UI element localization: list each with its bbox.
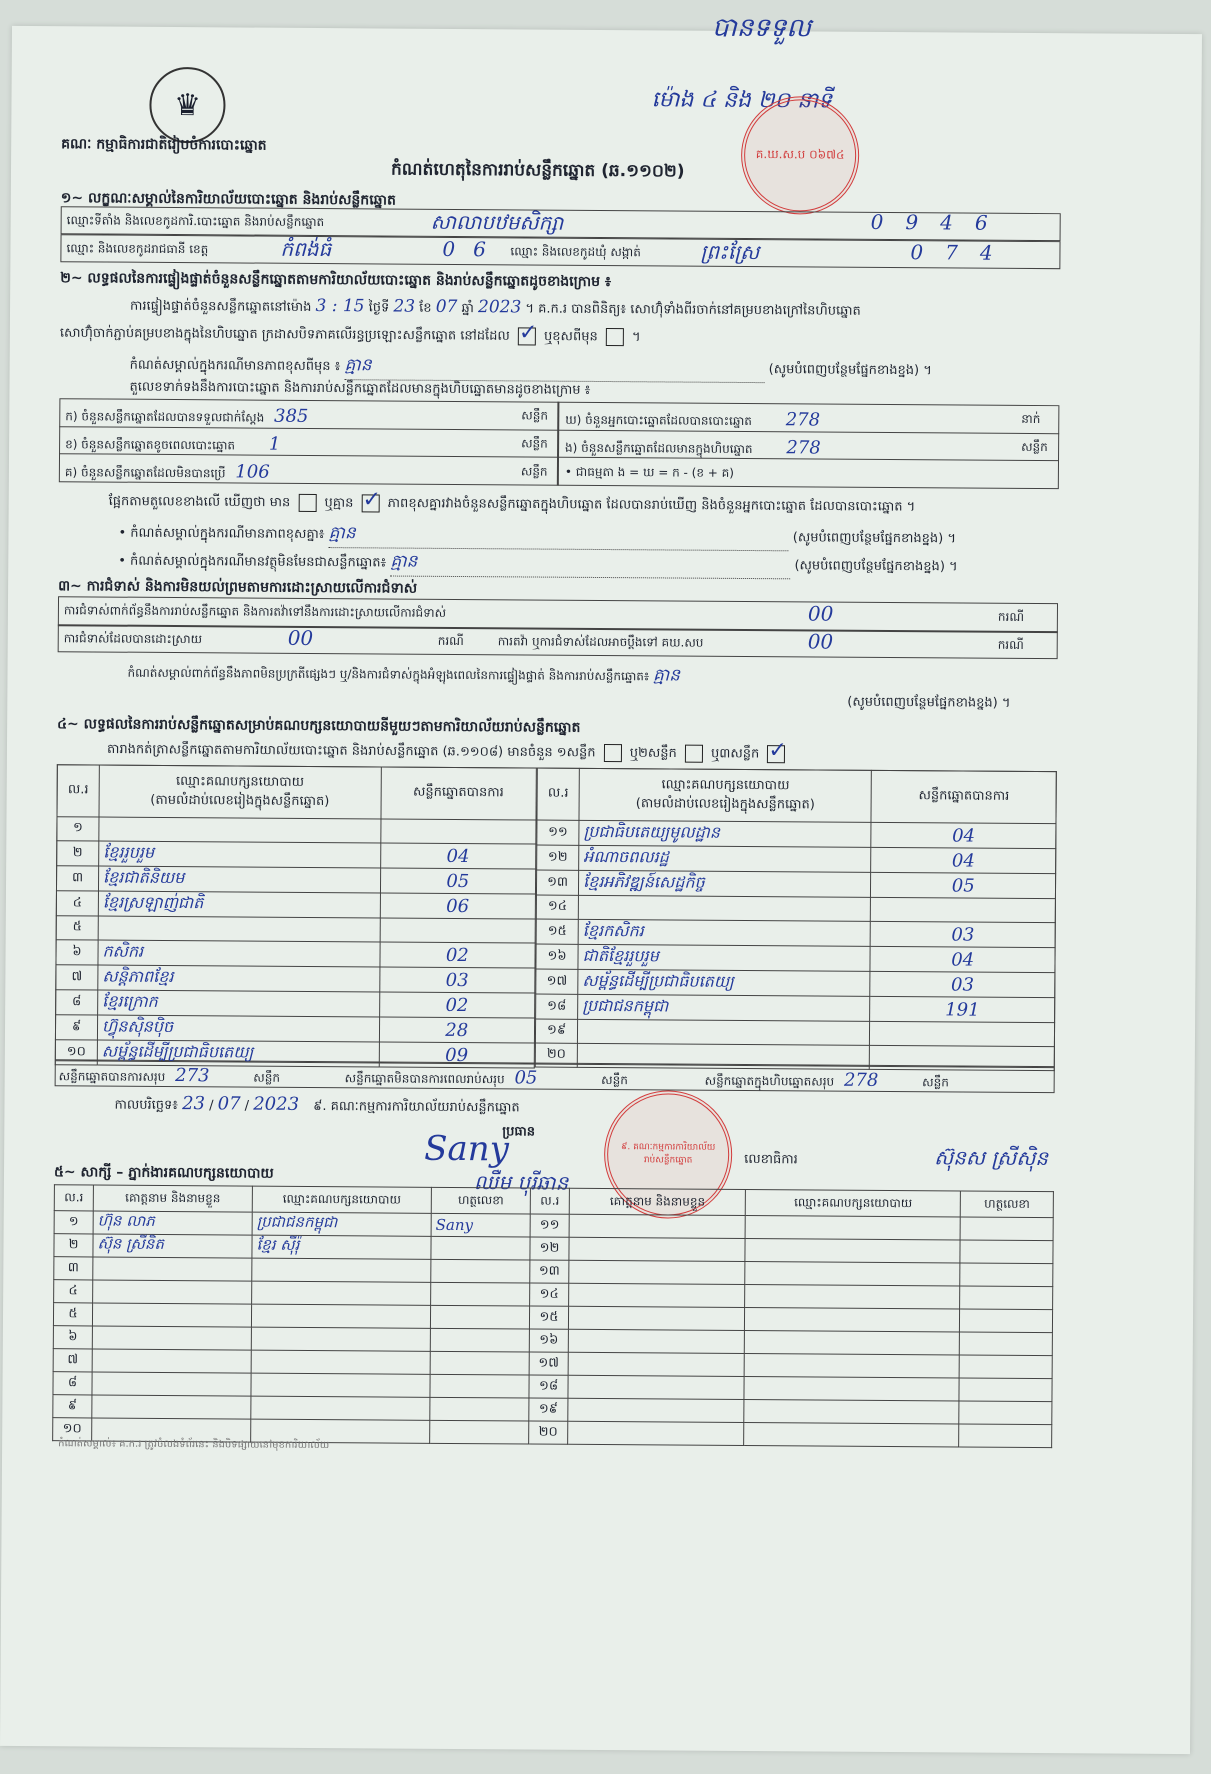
party-row-votes: 02 <box>379 992 535 1018</box>
s4-right-rows <box>535 768 1057 1072</box>
witness-no: ១៨ <box>529 1375 568 1398</box>
party-row-no: ១៣ <box>536 870 578 895</box>
witness-signature <box>430 1374 529 1398</box>
party-row <box>56 916 535 943</box>
s3-r2b-unit: ករណី <box>997 637 1024 652</box>
s1-row2-label: ឈ្មោះ និងលេខកូដរាជធានី ខេត្ត <box>66 241 209 257</box>
s3-r2-label: ការជំទាស់ដែលបានដោះស្រាយ <box>63 631 203 647</box>
s4-line: តារាងកត់ត្រាសន្លឹកឆ្នោតតាមការិយាល័យបោះឆ្នោត និងរាប់សន្លឹកឆ្នោត (ឆ.១១០៨) មានចំនួន ១សន្លឹក ឬ២សន្លឹក ឬ៣សន្លឹក ✓ <box>107 741 790 765</box>
party-row-no: ៦ <box>56 940 98 965</box>
party-row-name <box>99 817 381 843</box>
party-row-name: ខ្មែរស្រឡាញ់ជាតិ <box>98 891 380 918</box>
party-row-name: ប្រជាជនកម្ពុជា <box>578 994 870 1021</box>
witness-signature <box>430 1351 529 1375</box>
received-note-1: បានទទួល <box>711 12 812 44</box>
party-row-no: ៥ <box>56 916 98 940</box>
same-checkbox[interactable] <box>518 327 536 345</box>
witness-signature <box>431 1259 530 1283</box>
s3-hint: (សូមបំពេញបន្ថែមផ្នែកខាងខ្នង) ។ <box>847 694 1011 711</box>
red-stamp-top: គ.ឃ.ស.ប ០៦៧៤ <box>741 96 860 215</box>
s2-item-b: ខ) ចំនួនសន្លឹកឆ្នោតខូចពេលបោះឆ្នោត 1 សន្លឹក <box>65 433 548 455</box>
s1-row1-value: សាលាបឋមសិក្សា <box>430 209 564 235</box>
s2-item-d: ឃ) ចំនួនអ្នកបោះឆ្នោតដែលបានបោះឆ្នោត 278 នាក់ <box>565 409 1041 431</box>
secretary-label: លេខាធិការ <box>744 1152 798 1168</box>
party-row <box>56 866 535 894</box>
witness-signature <box>960 1217 1053 1241</box>
s3-r1-label: ការជំទាស់ពាក់ព័ន្ធនឹងការរាប់សន្លឹកឆ្នោត និងការតវ៉ាទៅនឹងការដោះស្រាយលើការជំទាស់ <box>63 603 447 620</box>
witness-no: ៧ <box>53 1349 92 1372</box>
witness-no: ១៧ <box>529 1352 568 1375</box>
section4-heading: ៤~ លទ្ធផលនៃការរាប់សន្លឹកឆ្នោតសម្រាប់គណបក្សនយោបាយនីមួយៗតាមការិយាល័យរាប់សន្លឹកឆ្នោត <box>57 716 581 736</box>
party-row-name: ហ៊្វុនស៊ិនប៉ិច <box>97 1015 379 1042</box>
witness-party <box>251 1327 430 1351</box>
party-row <box>537 820 1056 849</box>
witness-party <box>745 1239 960 1264</box>
witness-no: ១៣ <box>530 1260 569 1283</box>
s2-intro: តួលេខទាក់ទងនឹងការបោះឆ្នោត និងការរាប់សន្លឹកឆ្នោតដែលមានក្នុងហិបឆ្នោតមានដូចខាងក្រោម ៖ <box>129 379 591 398</box>
witness-col-header: គោត្តនាម និងនាមខ្លួន <box>93 1185 252 1212</box>
col-no-header: ល.រ <box>57 765 99 817</box>
chair-signature: Sany <box>424 1128 509 1170</box>
party-row-votes <box>380 918 536 943</box>
section2-heading: ២~ លទ្ធផលនៃការផ្ទៀងផ្ទាត់ចំនួនសន្លឹកឆ្នោតតាមការិយាល័យបោះឆ្នោត និងរាប់សន្លឹកឆ្នោតដូចខាងក្រោម ៖ <box>60 270 612 291</box>
received-note-2: ម៉ោង ៤ និង ២០ នាទី <box>651 87 833 114</box>
witness-signature <box>960 1286 1053 1310</box>
party-row <box>57 817 536 844</box>
witness-signature: Sany <box>431 1213 530 1237</box>
party-row-no: ១៤ <box>536 895 578 919</box>
s3-r2-value: 00 <box>287 625 314 650</box>
witness-party <box>744 1423 959 1448</box>
s2-line2: សោហ៊ុំចាក់ភ្ជាប់គម្របខាងក្នុងនៃហិបឆ្នោត ក្រដាសបិទភាគលើរន្ធប្រឡោះសន្លឹកឆ្នោត នៅដដែល ✓ ឬខុសពីមុន ។ <box>60 324 641 348</box>
witness-name <box>92 1326 251 1350</box>
witness-col-header: គោត្តនាម និងនាមខ្លួន <box>569 1188 746 1215</box>
s2-item-e: ង) ចំនួនសន្លឹកឆ្នោតដែលមានក្នុងហិបឆ្នោត 278 សន្លឹក <box>565 437 1048 459</box>
diff-no-checkbox[interactable] <box>362 494 380 512</box>
sheet1-checkbox[interactable] <box>604 744 622 762</box>
witness-name <box>93 1257 252 1281</box>
witness-party <box>251 1373 430 1397</box>
witness-name <box>92 1303 251 1327</box>
changed-checkbox[interactable] <box>606 328 624 346</box>
witness-no: ១៤ <box>530 1283 569 1306</box>
party-row-votes: 05 <box>380 868 536 894</box>
witness-no: ១២ <box>530 1237 569 1260</box>
party-row-votes <box>870 1021 1055 1046</box>
witness-signature <box>431 1282 530 1306</box>
party-row-votes: 04 <box>871 847 1056 873</box>
s1-row2b-label: ឈ្មោះ និងលេខកូដឃុំ សង្កាត់ <box>510 244 641 260</box>
witness-no: ៨ <box>53 1372 92 1395</box>
s2-item-a: ក) ចំនួនសន្លឹកឆ្នោតដែលបានទទួលជាក់ស្តែង 385 សន្លឹក <box>65 405 549 427</box>
s1-row2-code: 06 <box>442 236 505 262</box>
s3-r1-unit: ករណី <box>997 609 1025 624</box>
diff-yes-checkbox[interactable] <box>298 494 316 512</box>
party-row-name <box>578 1019 870 1045</box>
party-row-votes <box>871 897 1056 922</box>
witness-col-header: ឈ្មោះគណបក្សនយោបាយ <box>252 1186 431 1213</box>
party-row-name: សន្តិភាពខ្មែរ <box>98 965 380 992</box>
party-row-no: ២ <box>57 841 99 866</box>
party-row-votes <box>380 819 536 844</box>
witness-party <box>745 1285 960 1310</box>
party-row-no: ១៦ <box>536 944 578 969</box>
witness-signature <box>430 1420 529 1444</box>
witness-name <box>568 1421 745 1445</box>
witness-no: ១៥ <box>529 1306 568 1329</box>
witness-no: ១១ <box>530 1214 569 1237</box>
witness-name <box>92 1349 251 1373</box>
col-party-header: ឈ្មោះគណបក្សនយោបាយ (តាមលំដាប់លេខរៀងក្នុងសន្លឹកឆ្នោត) <box>99 765 381 819</box>
witness-no: ១ <box>54 1211 93 1234</box>
witness-signature <box>959 1378 1052 1402</box>
s3-note: កំណត់សម្គាល់ពាក់ព័ន្ធនឹងភាពមិនប្រក្រតីផ្សេងៗ ឬ/និងការជំទាស់ក្នុងអំឡុងពេលនៃការផ្ទៀងផ្ទាត់ និងការរាប់សន្លឹកឆ្នោត៖ គ្មាន <box>127 665 681 686</box>
party-row-name: ជាតិខ្មែររួបរួម <box>578 944 870 971</box>
witness-party: ខ្មែរ ស៊ីរ៉ុ <box>252 1235 431 1259</box>
witness-no: ៥ <box>53 1303 92 1326</box>
witness-no: ៦ <box>53 1326 92 1349</box>
party-row-name: ខ្មែរក្រោក <box>98 990 380 1017</box>
s2-item-c: គ) ចំនួនសន្លឹកឆ្នោតដែលមិនបានប្រើ 106 សន្លឹក <box>64 461 548 483</box>
sheet2-checkbox[interactable] <box>685 745 703 763</box>
witness-signature <box>959 1424 1052 1448</box>
section3-heading: ៣~ ការជំទាស់ និងការមិនយល់ព្រមតាមការដោះស្រាយលើការជំទាស់ <box>58 578 418 597</box>
org-name: គណៈ កម្មាធិការជាតិរៀបចំការបោះឆ្នោត <box>61 136 267 154</box>
party-row-name: ប្រជាធិបតេយ្យមូលដ្ឋាន <box>579 820 871 847</box>
party-row <box>536 870 1055 899</box>
party-row-no: ១៩ <box>535 1019 577 1043</box>
witness-no: ៣ <box>54 1257 93 1280</box>
party-row-no: ៣ <box>56 866 98 891</box>
witness-col-header: ល.រ <box>530 1188 569 1214</box>
witness-name <box>568 1375 745 1399</box>
witness-name: ស៊ុន ស្រីនិត <box>93 1234 252 1258</box>
witness-party <box>745 1308 960 1333</box>
s2-verify: ផ្អែកតាមតួលេខខាងលើ ឃើញថា មាន ឬគ្មាន ✓ ភាពខុសគ្នារវាងចំនួនសន្លឹកឆ្នោតក្នុងហិបឆ្នោត ដែលបានរាប់ឃើញ និងចំនួនអ្នកបោះឆ្នោត ដែលបានបោះឆ្នោត ។ <box>109 493 916 518</box>
section5-heading: ៥~ សាក្សី – ភ្នាក់ងារគណបក្សនយោបាយ <box>53 1164 274 1182</box>
witness-no: ១៩ <box>529 1398 568 1421</box>
witness-name <box>92 1395 251 1419</box>
s3-r1-value: 00 <box>807 601 834 626</box>
party-row-votes: 04 <box>380 843 536 869</box>
witness-signature <box>960 1355 1053 1379</box>
witness-party <box>745 1216 960 1241</box>
witness-col-header: ឈ្មោះគណបក្សនយោបាយ <box>746 1190 961 1218</box>
party-row-votes: 06 <box>380 893 536 919</box>
witness-party <box>252 1281 431 1305</box>
witness-signature <box>960 1332 1053 1356</box>
party-row-votes: 04 <box>871 822 1056 848</box>
party-row-no: ៩ <box>55 1015 97 1040</box>
party-row <box>56 990 535 1018</box>
section1-heading: ១~ លក្ខណៈសម្គាល់នៃការិយាល័យបោះឆ្នោត និងរាប់សន្លឹកឆ្នោត <box>60 190 396 209</box>
witness-col-header: ហត្ថលេខា <box>961 1191 1054 1218</box>
witness-name <box>569 1237 746 1261</box>
s4-left-rows <box>55 764 537 1068</box>
witness-signature <box>959 1401 1052 1425</box>
witness-name <box>569 1214 746 1238</box>
s2-bullet1: • កំណត់សម្គាល់ក្នុងករណីមានភាពខុសគ្នា៖ គ្មាន (សូមបំពេញបន្ថែមផ្នែកខាងខ្នង) ។ <box>118 521 956 553</box>
party-row-votes: 28 <box>379 1017 535 1043</box>
party-row-name: ខ្មែររួបរួម <box>99 841 381 868</box>
witness-no: ១០ <box>53 1418 92 1441</box>
party-row-no: ១២ <box>537 845 579 870</box>
witness-name <box>569 1283 746 1307</box>
witness-name <box>568 1352 745 1376</box>
witness-party <box>745 1331 960 1356</box>
party-row-no: ៤ <box>56 891 98 916</box>
s5-footer: កំណត់សម្គាល់៖ គ.ក.រ ត្រូវចំលងទំព័រនេះ និងបិទផ្សាយនៅមុខការិយាល័យ <box>58 1438 330 1452</box>
witness-party <box>744 1400 959 1425</box>
witness-name <box>92 1372 251 1396</box>
witness-name <box>569 1260 746 1284</box>
witness-signature <box>430 1305 529 1329</box>
witness-party <box>251 1350 430 1374</box>
party-row-votes: 03 <box>379 967 535 993</box>
s1-row2b-value: ព្រះស្រែ <box>700 239 760 265</box>
witness-party <box>744 1354 959 1379</box>
s4-total-valid: សន្លឹកឆ្នោតបានការសរុប 273 សន្លឹក <box>58 1065 281 1087</box>
party-row-no: ២០ <box>535 1043 577 1067</box>
party-row <box>536 895 1055 923</box>
party-row-no: ១១ <box>537 820 579 845</box>
witness-name <box>568 1306 745 1330</box>
s1-row1-label: ឈ្មោះទីតាំង និងលេខកូដការិ.បោះឆ្នោត និងរាប់សន្លឹកឆ្នោត <box>66 213 325 230</box>
witness-party <box>744 1377 959 1402</box>
witness-signature <box>430 1397 529 1421</box>
party-row-name: ខ្មែរអភិវឌ្ឍន៍សេដ្ឋកិច្ច <box>579 870 871 897</box>
party-row <box>57 841 536 869</box>
s2-bullet2: • កំណត់សម្គាល់ក្នុងករណីមានវត្ថុមិនមែនជាសន្លឹកឆ្នោត៖ គ្មាន (សូមបំពេញបន្ថែមផ្នែកខាងខ្នង) ។ <box>118 549 958 581</box>
col-votes-header: សន្លឹកឆ្នោតបានការ <box>381 767 537 820</box>
witness-name <box>568 1398 745 1422</box>
witness-signature <box>960 1263 1053 1287</box>
witness-col-header: ហត្ថលេខា <box>431 1187 530 1214</box>
party-row-no: ៨ <box>56 990 98 1015</box>
party-row-votes: 03 <box>871 921 1056 947</box>
party-row-name <box>98 916 380 942</box>
party-row-votes: 191 <box>870 996 1055 1022</box>
party-row <box>537 845 1056 874</box>
witness-col-header: ល.រ <box>54 1185 93 1211</box>
party-row-name: ខ្មែរកសិករ <box>578 919 870 946</box>
witness-signature <box>431 1236 530 1260</box>
witness-name <box>568 1329 745 1353</box>
secretary-name: ស៊ុនស ស្រីស៊ិន <box>934 1145 1049 1171</box>
sheet3-checkbox[interactable] <box>767 745 785 763</box>
party-row-name: អំណាចពលរដ្ឋ <box>579 845 871 872</box>
party-row-name <box>578 895 870 921</box>
s1-row2b-code: 074 <box>910 240 1015 265</box>
party-row <box>536 994 1055 1023</box>
witness-name: ហ៊ុន លាភ <box>93 1211 252 1235</box>
party-row-no: ៧ <box>56 965 98 990</box>
form-sheet <box>0 12 1202 1754</box>
party-row <box>536 969 1055 998</box>
s3-r2b-value: 00 <box>807 629 834 654</box>
witness-no: ៩ <box>53 1395 92 1418</box>
form-title: កំណត់ហេតុនៃការរាប់សន្លឹកឆ្នោត (ឆ.១១០២) <box>390 159 685 182</box>
party-row-votes: 04 <box>870 946 1055 972</box>
s3-r2b-label: ការតវ៉ា ឬការជំទាស់ដែលអាចប្តឹងទៅ គឃ.សប <box>497 634 704 650</box>
party-row-name: សម្ព័ន្ធដើម្បីប្រជាធិបតេយ្យ <box>97 1040 379 1067</box>
party-row-name: សម្ព័ន្ធដើម្បីប្រជាធិបតេយ្យ <box>578 969 870 996</box>
s4-total-box: សន្លឹកឆ្នោតក្នុងហិបឆ្នោតសរុប 278 សន្លឹក <box>704 1069 949 1091</box>
witness-no: ៤ <box>54 1280 93 1303</box>
witness-party <box>251 1304 430 1328</box>
party-row-votes: 03 <box>870 971 1055 997</box>
s1-row1-code: 0946 <box>870 209 1010 235</box>
witness-no: ២ <box>54 1234 93 1257</box>
s1-row2-value: កំពង់ធំ <box>280 236 332 262</box>
s3-r2-unit: ករណី <box>437 633 464 649</box>
party-row-votes: 09 <box>379 1042 535 1068</box>
witness-table <box>52 1184 1054 1448</box>
witness-signature <box>960 1309 1053 1333</box>
col-party-header: ឈ្មោះគណបក្សនយោបាយ (តាមលំដាប់លេខរៀងក្នុងសន្លឹកឆ្នោត) <box>579 768 872 822</box>
witness-signature <box>960 1240 1053 1264</box>
s4-total-invalid: សន្លឹកឆ្នោតមិនបានការពេលរាប់សរុប 05 សន្លឹក <box>344 1067 628 1089</box>
party-row <box>55 1015 534 1043</box>
party-row <box>536 919 1055 948</box>
party-row-no: ១០ <box>55 1040 97 1065</box>
royal-seal-icon: ♛ <box>149 67 226 144</box>
col-no-header: ល.រ <box>537 768 579 820</box>
witness-signature <box>430 1328 529 1352</box>
witness-party: ប្រជាជនកម្ពុជា <box>252 1212 431 1236</box>
witness-no: ២០ <box>529 1421 568 1444</box>
witness-party <box>252 1258 431 1282</box>
party-row-votes: 05 <box>871 872 1056 898</box>
party-row-votes: 02 <box>379 942 535 968</box>
party-row-name: កសិករ <box>98 940 380 967</box>
col-votes-header: សន្លឹកឆ្នោតបានការ <box>871 770 1056 823</box>
party-row-no: ១៥ <box>536 919 578 944</box>
s2-item-f: • ជាធម្មតា ង = ឃ = ក - (ខ + គ) <box>564 464 735 480</box>
party-row <box>56 940 535 968</box>
s4-date: កាលបរិច្ឆេទ៖ 23 / 07 / 2023 ៩. គណៈកម្មការការិយាល័យរាប់សន្លឹកឆ្នោត <box>114 1093 520 1116</box>
party-row <box>535 1019 1054 1047</box>
witness-name <box>93 1280 252 1304</box>
witness-party <box>251 1396 430 1420</box>
party-row <box>56 891 535 919</box>
s2-note: កំណត់សម្គាល់ក្នុងករណីមានភាពខុសពីមុន ៖ គ្មាន (សូមបំពេញបន្ថែមផ្នែកខាងខ្នង) ។ <box>130 353 932 385</box>
party-row-no: ១៧ <box>536 969 578 994</box>
red-stamp-bottom: ៩. គណៈកម្មការការិយាល័យរាប់សន្លឹកឆ្នោត <box>604 1090 733 1219</box>
party-row <box>536 944 1055 973</box>
party-row <box>56 965 535 993</box>
party-row-no: ១៨ <box>536 994 578 1019</box>
party-row-no: ១ <box>57 817 99 841</box>
chair-label: ប្រធាន <box>502 1124 536 1140</box>
chair-name: ឈឺម បុរីឆាន <box>473 1170 569 1195</box>
party-row-name: ខ្មែរជាតិនិយម <box>98 866 380 893</box>
witness-no: ១៦ <box>529 1329 568 1352</box>
witness-party <box>745 1262 960 1287</box>
s2-line1: ការផ្ទៀងផ្ទាត់ចំនួនសន្លឹកឆ្នោតនៅម៉ោង 3 : 15 ថ្ងៃទី 23 ខែ 07 ឆ្នាំ 2023 ។ គ.ក.រ បានពិនិត្យ៖ សោហ៊ុំទាំងពីរចាក់នៅគម្របខាងក្រៅនៃហិបឆ្នោត <box>130 295 861 319</box>
